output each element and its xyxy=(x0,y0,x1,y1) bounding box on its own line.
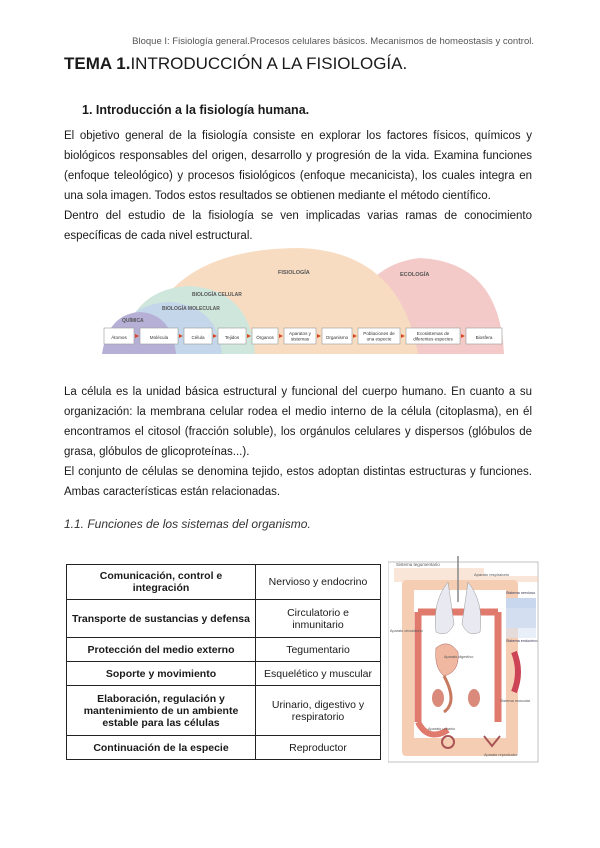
systems-cell: Reproductor xyxy=(256,736,381,760)
cell-text-2: El conjunto de células se denomina tejido, estos adoptan distintas estructuras y funciones. Ambas características están relacionadas. xyxy=(64,466,532,498)
label-respiratorio: Aparato respiratorio xyxy=(474,572,510,577)
table-row xyxy=(67,565,381,600)
systems-cell: Esquelético y muscular xyxy=(256,662,381,686)
title-number: TEMA 1. xyxy=(64,54,131,73)
function-cell: Soporte y movimiento xyxy=(67,662,256,686)
level-label: Aparatos y xyxy=(289,331,311,336)
body-systems-diagram xyxy=(388,552,540,764)
level-label: una especie xyxy=(366,336,392,342)
fisiologia-label: FISIOLOGÍA xyxy=(278,270,310,276)
label-circulatorio: Aparato circulatorio xyxy=(390,629,423,633)
level-label: Tejidos xyxy=(224,335,240,340)
organization-levels-diagram xyxy=(100,248,510,354)
level-label: Poblaciones de xyxy=(363,331,395,336)
label-digestivo: Aparato digestivo xyxy=(444,655,474,659)
label-urinario: Aparato urinario xyxy=(428,727,456,731)
function-cell: Transporte de sustancias y defensa xyxy=(67,600,256,638)
cell-text-1: La célula es la unidad básica estructural y funcional del cuerpo humano. En cuanto a su organización: la membrana celular rodea el medio interno de la célula (citoplasma), en él encontramos el citosol (fracción soluble), los orgánulos celulares y dispersos (glóbulos de grasa, glóbulos de glicoproteínas...). xyxy=(64,386,532,458)
level-label: Átomos xyxy=(111,335,127,340)
function-cell: Elaboración, regulación y mantenimiento de un ambiente estable para las células xyxy=(67,686,256,736)
systems-cell: Nervioso y endocrino xyxy=(256,565,381,600)
label-nervioso: Sistema nervioso xyxy=(506,591,536,595)
level-label: Órganos xyxy=(256,335,274,340)
level-label: diferentes especies xyxy=(413,336,453,342)
function-cell: Continuación de la especie xyxy=(67,736,256,760)
level-label: Molécula xyxy=(149,335,169,340)
functions-table xyxy=(66,564,381,760)
title-text: INTRODUCCIÓN A LA FISIOLOGÍA. xyxy=(130,54,408,73)
level-label: sistemas xyxy=(290,336,310,342)
table-row xyxy=(67,736,381,760)
table-row xyxy=(67,638,381,662)
label-muscular: Sistema muscular xyxy=(500,699,531,703)
table-row xyxy=(67,686,381,736)
cell-paragraph xyxy=(64,382,532,502)
subsection-heading: 1.1. Funciones de los sistemas del organismo. xyxy=(64,517,311,531)
function-cell: Protección del medio externo xyxy=(67,638,256,662)
systems-cell: Urinario, digestivo y respiratorio xyxy=(256,686,381,736)
quimica-label: QUÍMICA xyxy=(122,318,144,324)
running-header: Bloque I: Fisiología general.Procesos celulares básicos. Mecanismos de homeostasis y control. xyxy=(132,36,534,47)
intro-paragraph xyxy=(64,126,532,246)
level-label: Organismo xyxy=(325,335,349,340)
level-boxes xyxy=(104,328,502,344)
page-title xyxy=(64,54,407,74)
systems-cell: Tegumentario xyxy=(256,638,381,662)
systems-cell: Circulatorio e inmunitario xyxy=(256,600,381,638)
table-row xyxy=(67,662,381,686)
intro-text-2: Dentro del estudio de la fisiología se ven implicadas varias ramas de conocimiento específicas de cada nivel estructural. xyxy=(64,210,532,242)
biologia-celular-label: BIOLOGÍA CELULAR xyxy=(192,292,242,298)
label-endocrino: Sistema endocrino xyxy=(506,639,538,643)
section-heading: 1. Introducción a la fisiología humana. xyxy=(82,103,310,117)
biologia-molecular-label: BIOLOGÍA MOLECULAR xyxy=(162,306,220,312)
ecologia-label: ECOLOGÍA xyxy=(400,272,430,278)
level-label: Célula xyxy=(191,335,205,340)
label-reproductor: Aparato reproductor xyxy=(484,753,518,757)
level-label: Ecosistemas de xyxy=(416,331,450,336)
level-label: Biosfera xyxy=(475,335,493,340)
table-row xyxy=(67,600,381,638)
intro-text-1: El objetivo general de la fisiología consiste en explorar los factores físicos, químicos y biológicos responsables del origen, desarrollo y progresión de la vida. Examina funciones (enfoque teleológico) y procesos fisiológicos (enfoque mecanicista), los cuales integra en una sola imagen. Todos estos resultados se obtienen mediante el método científico. xyxy=(64,130,532,202)
function-cell: Comunicación, control e integración xyxy=(67,565,256,600)
label-tegumentario: Sistema tegumentario xyxy=(396,562,440,567)
